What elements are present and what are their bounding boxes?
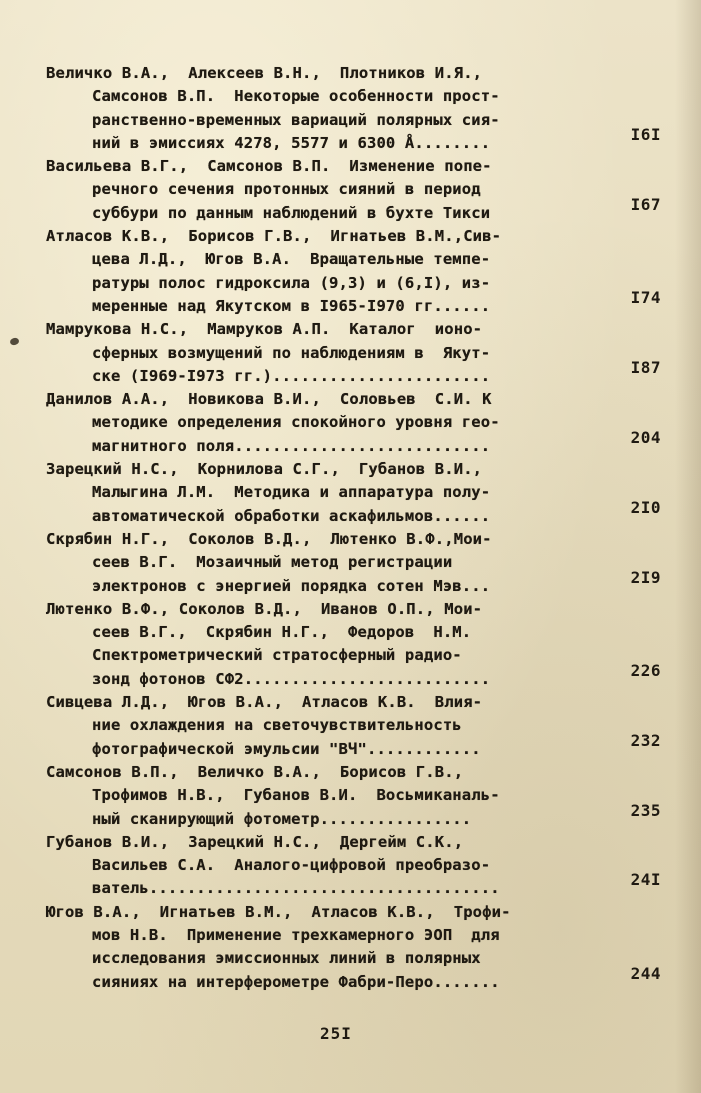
toc-entry-line: Трофимов Н.В., Губанов В.И. Восьмиканаль-	[92, 786, 500, 805]
ink-mark	[9, 337, 20, 346]
toc-entry-line: Малыгина Л.М. Методика и аппаратура полу-	[92, 483, 491, 502]
toc-entry-page-number: 244	[630, 963, 661, 983]
toc-entry-line: Васильев С.А. Аналого-цифровой преобразо-	[92, 856, 491, 875]
toc-entry-authors-line: Скрябин Н.Г., Соколов В.Д., Лютенко В.Ф.,Мои-	[46, 529, 492, 548]
footer-page-number: 25I	[320, 1024, 352, 1043]
toc-entry-page-number: 232	[630, 730, 661, 750]
toc-entry	[46, 388, 661, 458]
toc-entry	[46, 458, 661, 528]
toc-entry-authors-line: Самсонов В.П., Величко В.А., Борисов Г.В.,	[46, 762, 464, 781]
toc-entry-line: речного сечения протонных сияний в период	[92, 180, 481, 199]
toc-entry-line: сеев В.Г. Мозаичный метод регистрации	[92, 553, 453, 572]
toc-entry-authors-line: Югов В.А., Игнатьев В.М., Атласов К.В., Трофи-	[46, 902, 511, 921]
toc-entry-page-number: I74	[630, 287, 661, 307]
toc-entry-line: исследования эмиссионных линий в полярных	[92, 949, 481, 968]
toc-entry-line: электронов с энергией порядка сотен Мэв...	[92, 576, 491, 595]
toc-entry-line: ратуры полос гидроксила (9,3) и (6,I), из-	[92, 273, 491, 292]
toc-entry	[46, 62, 661, 155]
toc-entry-authors-line: Сивцева Л.Д., Югов В.А., Атласов К.В. Влия-	[46, 693, 483, 712]
toc-entry-authors-line: Данилов А.А., Новикова В.И., Соловьев С.И. К	[46, 390, 492, 409]
toc-entry-line: ватель.....................................	[92, 879, 500, 898]
toc-entry-authors-line: Величко В.А., Алексеев В.Н., Плотников И.Я.,	[46, 64, 483, 82]
toc-entry-line: магнитного поля...........................	[92, 436, 491, 455]
toc-entry-page-number: 2I0	[630, 497, 661, 517]
toc-entry	[46, 528, 661, 598]
toc-entry-line: ранственно-временных вариаций полярных сия-	[92, 110, 500, 129]
toc-entry-page-number: 226	[630, 660, 661, 680]
toc-entry-line: сеев В.Г., Скрябин Н.Г., Федоров Н.М.	[92, 623, 472, 642]
toc-entry-authors-line: Губанов В.И., Зарецкий Н.С., Дергейм С.К.,	[46, 832, 464, 851]
toc-entry-line: суббури по данным наблюдений в бухте Тикси	[92, 203, 491, 222]
toc-entry	[46, 761, 661, 831]
toc-entry	[46, 691, 661, 761]
toc-entry-line: ний в эмиссиях 4278, 5577 и 6300 Å........	[92, 133, 491, 152]
toc-entry-line: Спектрометрический стратосферный радио-	[92, 646, 462, 665]
toc-entry-authors-line: Лютенко В.Ф., Соколов В.Д., Иванов О.П., Мои-	[46, 599, 483, 618]
toc-entry-line: методике определения спокойного уровня гео-	[92, 413, 500, 432]
toc-entry-line: фотографической эмульсии "ВЧ"............	[92, 739, 481, 758]
toc-entry-line: ный сканирующий фотометр................	[92, 809, 472, 828]
toc-entry	[46, 831, 661, 901]
toc-entry-line: ние охлаждения на светочувствительность	[92, 716, 462, 735]
toc-entry-authors-line: Мамрукова Н.С., Мамруков А.П. Каталог ионо-	[46, 320, 483, 339]
toc-entry	[46, 318, 661, 388]
toc-entry	[46, 598, 661, 691]
toc-entry-page-number: 235	[630, 800, 661, 820]
toc-entry-line: цева Л.Д., Югов В.А. Вращательные темпе-	[92, 250, 491, 269]
toc-entry-line: Самсонов В.П. Некоторые особенности прост-	[92, 87, 500, 106]
toc-entry-page-number: I6I	[630, 124, 661, 144]
toc-entry-line: сияниях на интерферометре Фабри-Перо.......	[92, 972, 500, 991]
toc-entry-page-number: 2I9	[630, 567, 661, 587]
toc-entry-page-number: 204	[630, 427, 661, 447]
toc-entry-authors-line: Васильева В.Г., Самсонов В.П. Изменение попе-	[46, 157, 492, 176]
table-of-contents	[46, 62, 661, 994]
toc-entry-line: сферных возмущений по наблюдениям в Якут-	[92, 343, 491, 362]
toc-entry-authors-line: Зарецкий Н.С., Корнилова С.Г., Губанов В.И.,	[46, 460, 483, 479]
toc-entry-page-number: I67	[630, 194, 661, 214]
toc-entry-page-number: I87	[630, 357, 661, 377]
toc-entry-authors-line: Атласов К.В., Борисов Г.В., Игнатьев В.М.,Сив-	[46, 227, 502, 246]
toc-entry	[46, 155, 661, 225]
toc-entry-line: ске (I969-I973 гг.).......................	[92, 366, 491, 385]
toc-entry-line: зонд фотонов СФ2..........................	[92, 669, 491, 688]
toc-entry-line: мов Н.В. Применение трехкамерного ЭОП для	[92, 925, 500, 944]
toc-entry-line: меренные над Якутском в I965-I970 гг......	[92, 296, 491, 315]
page-edge-shadow	[675, 0, 701, 1093]
toc-entry-page-number: 24I	[630, 870, 661, 890]
toc-entry	[46, 901, 661, 994]
toc-entry	[46, 225, 661, 318]
toc-entry-line: автоматической обработки аскафильмов......	[92, 506, 491, 525]
